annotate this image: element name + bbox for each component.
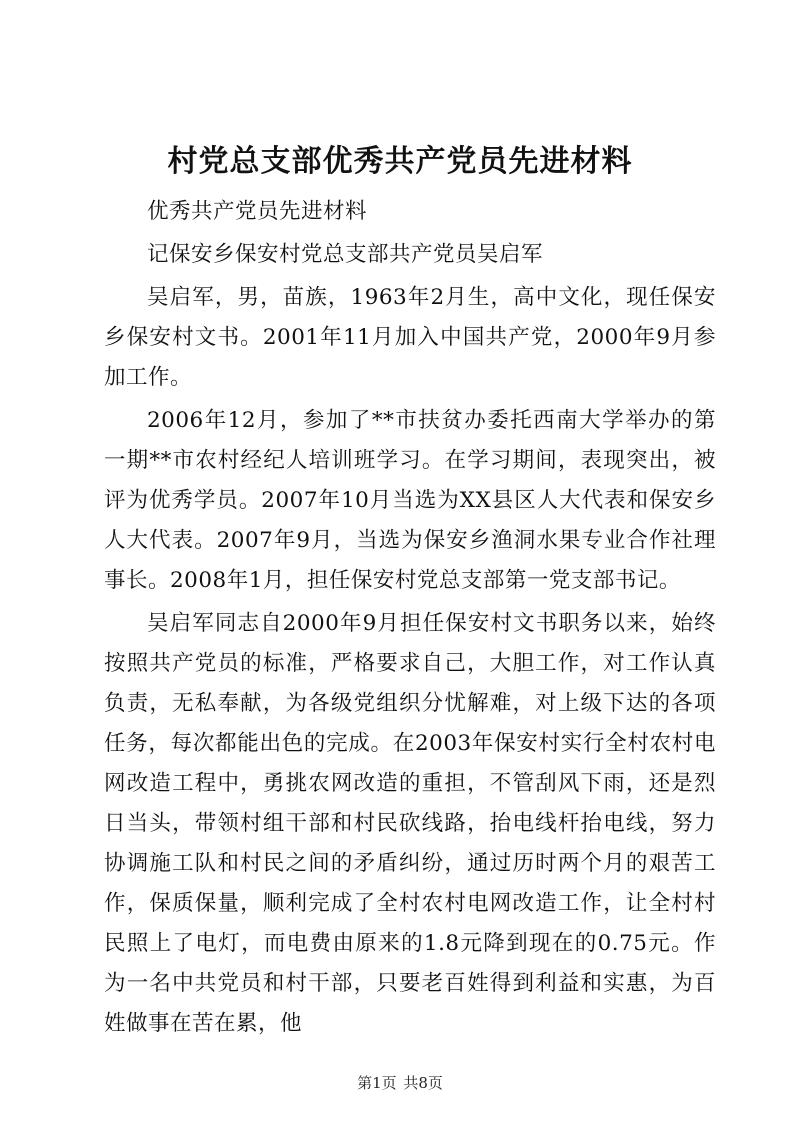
page-total: 共8页 [403, 1074, 443, 1092]
page-number: 第1页 [357, 1074, 397, 1092]
paragraph-byline: 记保安乡保安村党总支部共产党员吴启军 [147, 242, 544, 267]
document-title: 村党总支部优秀共产党员先进材料 [167, 144, 633, 179]
paragraph-achievements: 吴启军同志自2000年9月担任保安村文书职务以来，始终按照共产党员的标准，严格要求自己，大胆工作，对工作认真负责，无私奉献，为各级党组织分忧解难，对上级下达的各项任务，每次都能出色的完成。在2003年保安村实行全村农村电网改造工程中，勇挑农网改造的重担，不管刮风下雨，还是烈日当头，带领村组干部和村民砍线路，抬电线杆抬电线，努力协调施工队和村民之间的矛盾纠纷，通过历时两个月的艰苦工作，保质保量，顺利完成了全村农村电网改造工作，让全村村民照上了电灯，而电费由原来的1.8元降到现在的0.75元。作为一名中共党员和村干部，只要老百姓得到利益和实惠，为百姓做事在苦在累，他 [104, 611, 716, 1036]
paragraph-profile: 吴启军，男，苗族，1963年2月生，高中文化，现任保安乡保安村文书。2001年11月加入中国共产党，2000年9月参加工作。 [104, 285, 716, 390]
page-footer [0, 1072, 800, 1094]
paragraph-training: 2006年12月，参加了**市扶贫办委托西南大学举办的第一期**市农村经纪人培训班学习。在学习期间，表现突出，被评为优秀学员。2007年10月当选为XX县区人大代表和保安乡人大代表。2007年9月，当选为保安乡渔洞水果专业合作社理事长。2008年1月，担任保安村党总支部第一党支部书记。 [104, 408, 716, 593]
document-body [104, 192, 716, 1047]
paragraph-subtitle: 优秀共产党员先进材料 [147, 199, 368, 224]
